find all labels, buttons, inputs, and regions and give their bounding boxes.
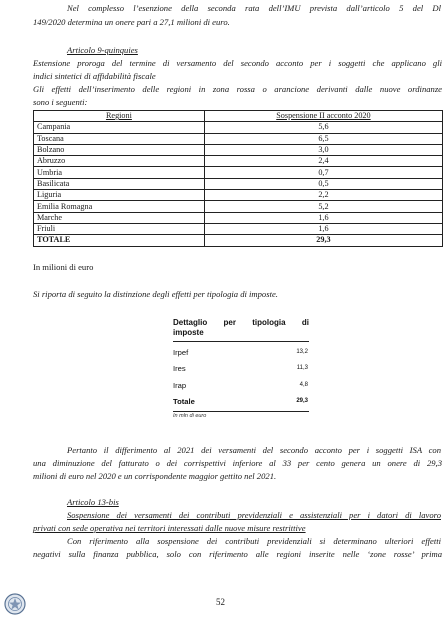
article-9q-text-line-1: Gli effetti dell’inserimento delle regioni in zona rossa o arancione derivanti dalle nuove ordinanze — [33, 84, 442, 94]
table-row — [34, 167, 443, 178]
region-value: 1,6 — [204, 212, 442, 223]
article-13b-title-line-2: privati con sede operativa nei territori interessati dalle nuove misure restrittive — [33, 523, 306, 533]
intro-line-2: 149/2020 determina un onere pari a 27,1 milioni di euro. — [33, 17, 230, 27]
region-name: Friuli — [34, 223, 205, 234]
tax-header-line-1: Dettaglio per tipologia di — [173, 318, 309, 327]
table-row — [34, 190, 443, 201]
tax-label: Irap — [173, 381, 187, 390]
tax-value: 4,8 — [299, 382, 308, 388]
col-header-value: Sospensione II acconto 2020 — [204, 111, 442, 122]
region-value: 2,2 — [204, 190, 442, 201]
total-row — [34, 235, 443, 246]
region-value: 3,0 — [204, 144, 442, 155]
total-label: TOTALE — [34, 235, 205, 246]
region-value: 5,2 — [204, 201, 442, 212]
tax-total-value: 29,3 — [296, 398, 308, 404]
article-9q-title-line-1: Estensione proroga del termine di versamento del secondo acconto per i soggetti che applicano gli — [33, 58, 442, 68]
tax-value: 13,2 — [296, 349, 308, 355]
region-name: Abruzzo — [34, 156, 205, 167]
region-name: Basilicata — [34, 178, 205, 189]
article-9q-title-line-2: indici sintetici di affidabilità fiscale — [33, 71, 156, 81]
article-13b-heading: Articolo 13-bis — [67, 497, 119, 507]
region-value: 0,5 — [204, 178, 442, 189]
article-13b-text-line-1: Con riferimento alla sospensione dei contributi previdenziali si determinano ulteriori effetti — [67, 536, 441, 546]
tax-label: Ires — [173, 364, 186, 373]
region-name: Emilia Romagna — [34, 201, 205, 212]
region-value: 0,7 — [204, 167, 442, 178]
republic-emblem-icon — [4, 592, 26, 616]
tax-table-header — [173, 318, 309, 337]
table-row — [34, 178, 443, 189]
intro-line-1: Nel complesso l’esenzione della seconda rata dell’IMU prevista dall’articolo 5 del Dl — [67, 3, 441, 13]
article-9q-heading: Articolo 9-quinquies — [67, 45, 138, 55]
unit-note: In milioni di euro — [33, 262, 94, 272]
tax-label: Irpef — [173, 348, 189, 357]
region-value: 5,6 — [204, 122, 442, 133]
regions-table-header — [34, 111, 443, 122]
tax-header-rule — [173, 341, 309, 342]
region-name: Marche — [34, 212, 205, 223]
table-row — [34, 122, 443, 133]
region-value: 2,4 — [204, 156, 442, 167]
col-header-region: Regioni — [34, 111, 205, 122]
table-row — [34, 156, 443, 167]
conclusion-line-3: milioni di euro nel 2020 e un corrispondente maggior gettito nel 2021. — [33, 471, 277, 481]
tax-header-line-2: imposte — [173, 327, 204, 337]
table-row — [34, 133, 443, 144]
table-row — [34, 144, 443, 155]
tax-intro: Si riporta di seguito la distinzione degli effetti per tipologia di imposte. — [33, 289, 278, 299]
tax-note: In mln di euro — [173, 413, 207, 419]
conclusion-line-2: una diminuzione del fatturato o dei corrispettivi inferiore al 33 per cento genera un onere di 29,3 — [33, 458, 442, 468]
tax-total-label: Totale — [173, 397, 195, 406]
region-name: Bolzano — [34, 144, 205, 155]
region-value: 6,5 — [204, 133, 442, 144]
tax-bottom-rule — [173, 411, 309, 412]
tax-value: 11,3 — [296, 365, 308, 371]
regions-table — [33, 110, 443, 247]
article-13b-title-line-1: Sospensione dei versamenti dei contributi previdenziali e assistenziali per i datori di lavoro — [67, 510, 441, 520]
region-value: 1,6 — [204, 223, 442, 234]
page-number: 52 — [216, 597, 225, 607]
region-name: Toscana — [34, 133, 205, 144]
region-name: Umbria — [34, 167, 205, 178]
conclusion-line-1: Pertanto il differimento al 2021 dei versamenti del secondo acconto per i soggetti ISA con — [67, 445, 441, 455]
region-name: Campania — [34, 122, 205, 133]
region-name: Liguria — [34, 190, 205, 201]
article-9q-text-line-2: sono i seguenti: — [33, 97, 88, 107]
table-row — [34, 223, 443, 234]
total-value: 29,3 — [204, 235, 442, 246]
article-13b-text-line-2: negativi sulla finanza pubblica, solo con riferimento alle regioni inserite nelle ‘zone rosse’ prima — [33, 549, 442, 559]
table-row — [34, 201, 443, 212]
table-row — [34, 212, 443, 223]
